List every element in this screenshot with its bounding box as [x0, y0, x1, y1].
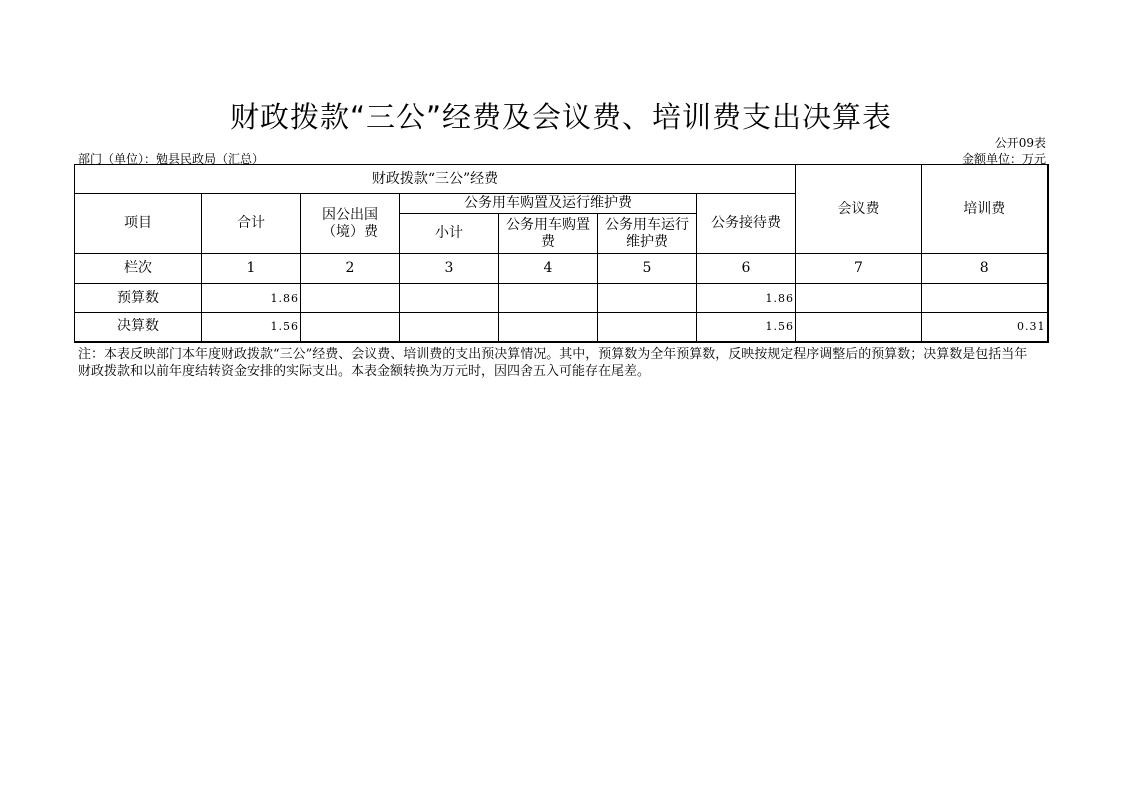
- final-abroad: [301, 313, 400, 342]
- header-meeting-fee: 会议费: [796, 165, 922, 254]
- form-code: 公开09表: [994, 136, 1046, 150]
- header-total: 合计: [202, 194, 301, 254]
- column-number: 5: [598, 254, 697, 284]
- budget-vehicle-subtotal: [400, 284, 499, 313]
- final-reception: 1.56: [697, 313, 796, 342]
- header-training-fee: 培训费: [922, 165, 1048, 254]
- footnote: 注：本表反映部门本年度财政拨款“三公”经费、会议费、培训费的支出预决算情况。其中，预算数为全年预算数，反映按规定程序调整后的预算数；决算数是包括当年财政拨款和以前年度结转资金安排的实际支出。本表金额转换为万元时，因四舍五入可能存在尾差。: [78, 347, 1028, 379]
- budget-meeting: [796, 284, 922, 313]
- header-item: 项目: [75, 194, 202, 254]
- header-reception-fee: 公务接待费: [697, 194, 796, 254]
- budget-training: [922, 284, 1048, 313]
- final-meeting: [796, 313, 922, 342]
- header-vehicle-subtotal: 小计: [400, 214, 499, 254]
- column-number: 8: [922, 254, 1048, 284]
- header-vehicle-group: 公务用车购置及运行维护费: [400, 194, 697, 214]
- budget-vehicle-purchase: [499, 284, 598, 313]
- final-training: 0.31: [922, 313, 1048, 342]
- table-row-budget: [75, 284, 1048, 313]
- page-title: 财政拨款“三公”经费及会议费、培训费支出决算表: [229, 100, 893, 134]
- budget-reception: 1.86: [697, 284, 796, 313]
- budget-vehicle-operation: [598, 284, 697, 313]
- column-number: 6: [697, 254, 796, 284]
- header-abroad-fee: 因公出国（境）费: [301, 194, 400, 254]
- column-number: 4: [499, 254, 598, 284]
- final-vehicle-purchase: [499, 313, 598, 342]
- header-vehicle-purchase: 公务用车购置费: [499, 214, 598, 254]
- final-vehicle-operation: [598, 313, 697, 342]
- column-number: 2: [301, 254, 400, 284]
- row-label-budget: 预算数: [75, 284, 202, 313]
- expenditure-table: [74, 164, 1049, 343]
- header-three-public-funds: 财政拨款“三公”经费: [75, 165, 796, 194]
- department-label: 部门（单位）：勉县民政局（汇总）: [78, 152, 265, 166]
- amount-unit-label: 金额单位：万元: [961, 152, 1046, 166]
- column-number-label: 栏次: [75, 254, 202, 284]
- row-label-final: 决算数: [75, 313, 202, 342]
- final-total: 1.56: [202, 313, 301, 342]
- budget-abroad: [301, 284, 400, 313]
- column-number: 7: [796, 254, 922, 284]
- budget-total: 1.86: [202, 284, 301, 313]
- table-row-final: [75, 313, 1048, 342]
- header-vehicle-operation: 公务用车运行维护费: [598, 214, 697, 254]
- final-vehicle-subtotal: [400, 313, 499, 342]
- column-number: 3: [400, 254, 499, 284]
- column-number: 1: [202, 254, 301, 284]
